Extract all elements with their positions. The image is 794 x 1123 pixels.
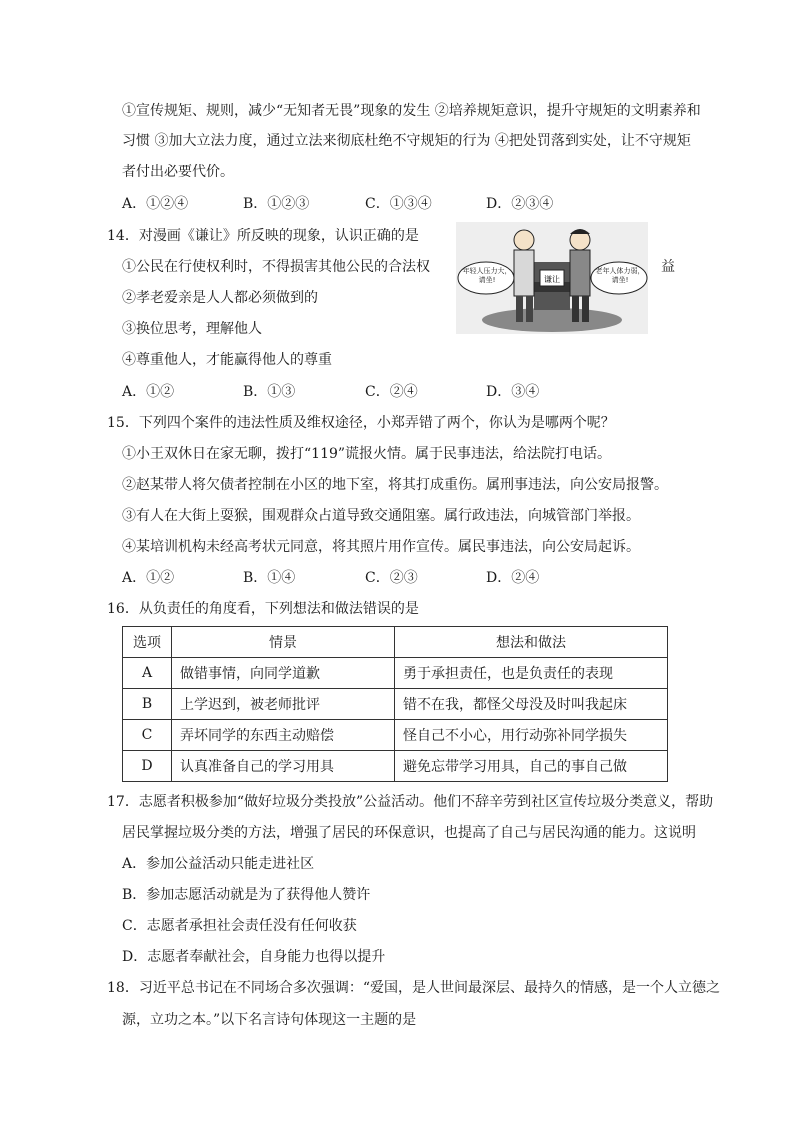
table-cell: D [123, 751, 172, 782]
table-row [123, 689, 668, 720]
table-cell: 错不在我，都怪父母没及时叫我起床 [395, 689, 668, 720]
table-cell: 勇于承担责任，也是负责任的表现 [395, 658, 668, 689]
q13-line-1: ①宣传规矩、规则，减少“无知者无畏”现象的发生 ②培养规矩意识，提升守规矩的文明素养和 [122, 103, 701, 119]
q15-stem: 15．下列四个案件的违法性质及维权途径，小郑弄错了两个，你认为是哪两个呢？ [107, 415, 615, 431]
table-cell: 认真准备自己的学习用具 [172, 751, 395, 782]
table-cell: B [123, 689, 172, 720]
table-row [123, 658, 668, 689]
q15-item-1: ①小王双休日在家无聊，拨打“119”谎报火情。属于民事违法，给法院打电话。 [122, 446, 612, 462]
table-cell: 弄坏同学的东西主动赔偿 [172, 720, 395, 751]
q15-option-a[interactable]: A．①② [122, 570, 175, 586]
table-header-thought: 想法和做法 [395, 627, 668, 658]
q16-stem: 16．从负责任的角度看，下列想法和做法错误的是 [107, 601, 419, 617]
q15-option-c[interactable]: C．②③ [365, 570, 418, 586]
q15-item-4: ④某培训机构未经高考状元同意，将其照片用作宣传。属民事违法，向公安局起诉。 [122, 539, 640, 555]
q13-option-c[interactable]: C．①③④ [365, 196, 432, 212]
q17-option-b[interactable]: B．参加志愿活动就是为了获得他人赞许 [122, 887, 371, 903]
table-cell: 避免忘带学习用具，自己的事自己做 [395, 751, 668, 782]
q14-stem: 14．对漫画《谦让》所反映的现象，认识正确的是 [107, 228, 419, 244]
q15-item-2: ②赵某带人将欠债者控制在小区的地下室，将其打成重伤。属刑事违法，向公安局报警。 [122, 477, 668, 493]
table-cell: 怪自己不小心，用行动弥补同学损失 [395, 720, 668, 751]
q17-option-c[interactable]: C．志愿者承担社会责任没有任何收获 [122, 918, 357, 934]
q14-item-1: ①公民在行使权利时，不得损害其他公民的合法权 [122, 259, 430, 275]
q13-options [122, 194, 602, 214]
q14-option-c[interactable]: C．②④ [365, 384, 418, 400]
q17-option-d[interactable]: D．志愿者奉献社会，自身能力也得以提升 [122, 949, 386, 965]
q14-option-d[interactable]: D．③④ [486, 384, 540, 400]
table-header-option: 选项 [123, 627, 172, 658]
table-row [123, 720, 668, 751]
cartoon-sign: 谦让 [544, 275, 560, 284]
table-cell: 上学迟到，被老师批评 [172, 689, 395, 720]
q14-item-4: ④尊重他人，才能赢得他人的尊重 [122, 352, 332, 368]
q14-option-b[interactable]: B．①③ [243, 384, 296, 400]
table-cell: 做错事情，向同学道歉 [172, 658, 395, 689]
q13-option-d[interactable]: D．②③④ [486, 196, 554, 212]
q14-trailing-char: 益 [661, 259, 675, 275]
q15-option-d[interactable]: D．②④ [486, 570, 540, 586]
q15-option-b[interactable]: B．①④ [243, 570, 296, 586]
q13-option-a[interactable]: A．①②④ [122, 196, 189, 212]
table-header-row [123, 627, 668, 658]
table-row [123, 751, 668, 782]
cartoon-right-bubble: 老年人体力弱，请坐! [595, 267, 645, 284]
q13-line-3: 者付出必要代价。 [122, 164, 234, 180]
q15-options [122, 568, 602, 588]
q17-stem-line-1: 17．志愿者积极参加“做好垃圾分类投放”公益活动。他们不辞辛劳到社区宣传垃圾分类意义，帮助 [107, 794, 714, 810]
q16-table [122, 626, 668, 782]
q13-option-b[interactable]: B．①②③ [243, 196, 310, 212]
q13-line-2: 习惯 ③加大立法力度，通过立法来彻底杜绝不守规矩的行为 ④把处罚落到实处，让不守规矩 [122, 133, 691, 149]
q18-stem-line-1: 18．习近平总书记在不同场合多次强调：“爱国，是人世间最深层、最持久的情感，是一个人立德之 [107, 980, 720, 996]
cartoon-left-bubble: 年轻人压力大，请坐! [462, 267, 512, 284]
q17-stem-line-2: 居民掌握垃圾分类的方法，增强了居民的环保意识，也提高了自己与居民沟通的能力。这说明 [122, 825, 696, 841]
q18-stem-line-2: 源，立功之本。”以下名言诗句体现这一主题的是 [122, 1012, 417, 1028]
table-header-scenario: 情景 [172, 627, 395, 658]
q14-option-a[interactable]: A．①② [122, 384, 175, 400]
q17-option-a[interactable]: A．参加公益活动只能走进社区 [122, 856, 315, 872]
q15-item-3: ③有人在大街上耍猴，围观群众占道导致交通阻塞。属行政违法，向城管部门举报。 [122, 508, 640, 524]
q14-cartoon [456, 222, 648, 334]
q14-options [122, 382, 602, 402]
table-cell: A [123, 658, 172, 689]
q14-item-2: ②孝老爱亲是人人都必须做到的 [122, 290, 318, 306]
q14-item-3: ③换位思考，理解他人 [122, 321, 262, 337]
table-cell: C [123, 720, 172, 751]
